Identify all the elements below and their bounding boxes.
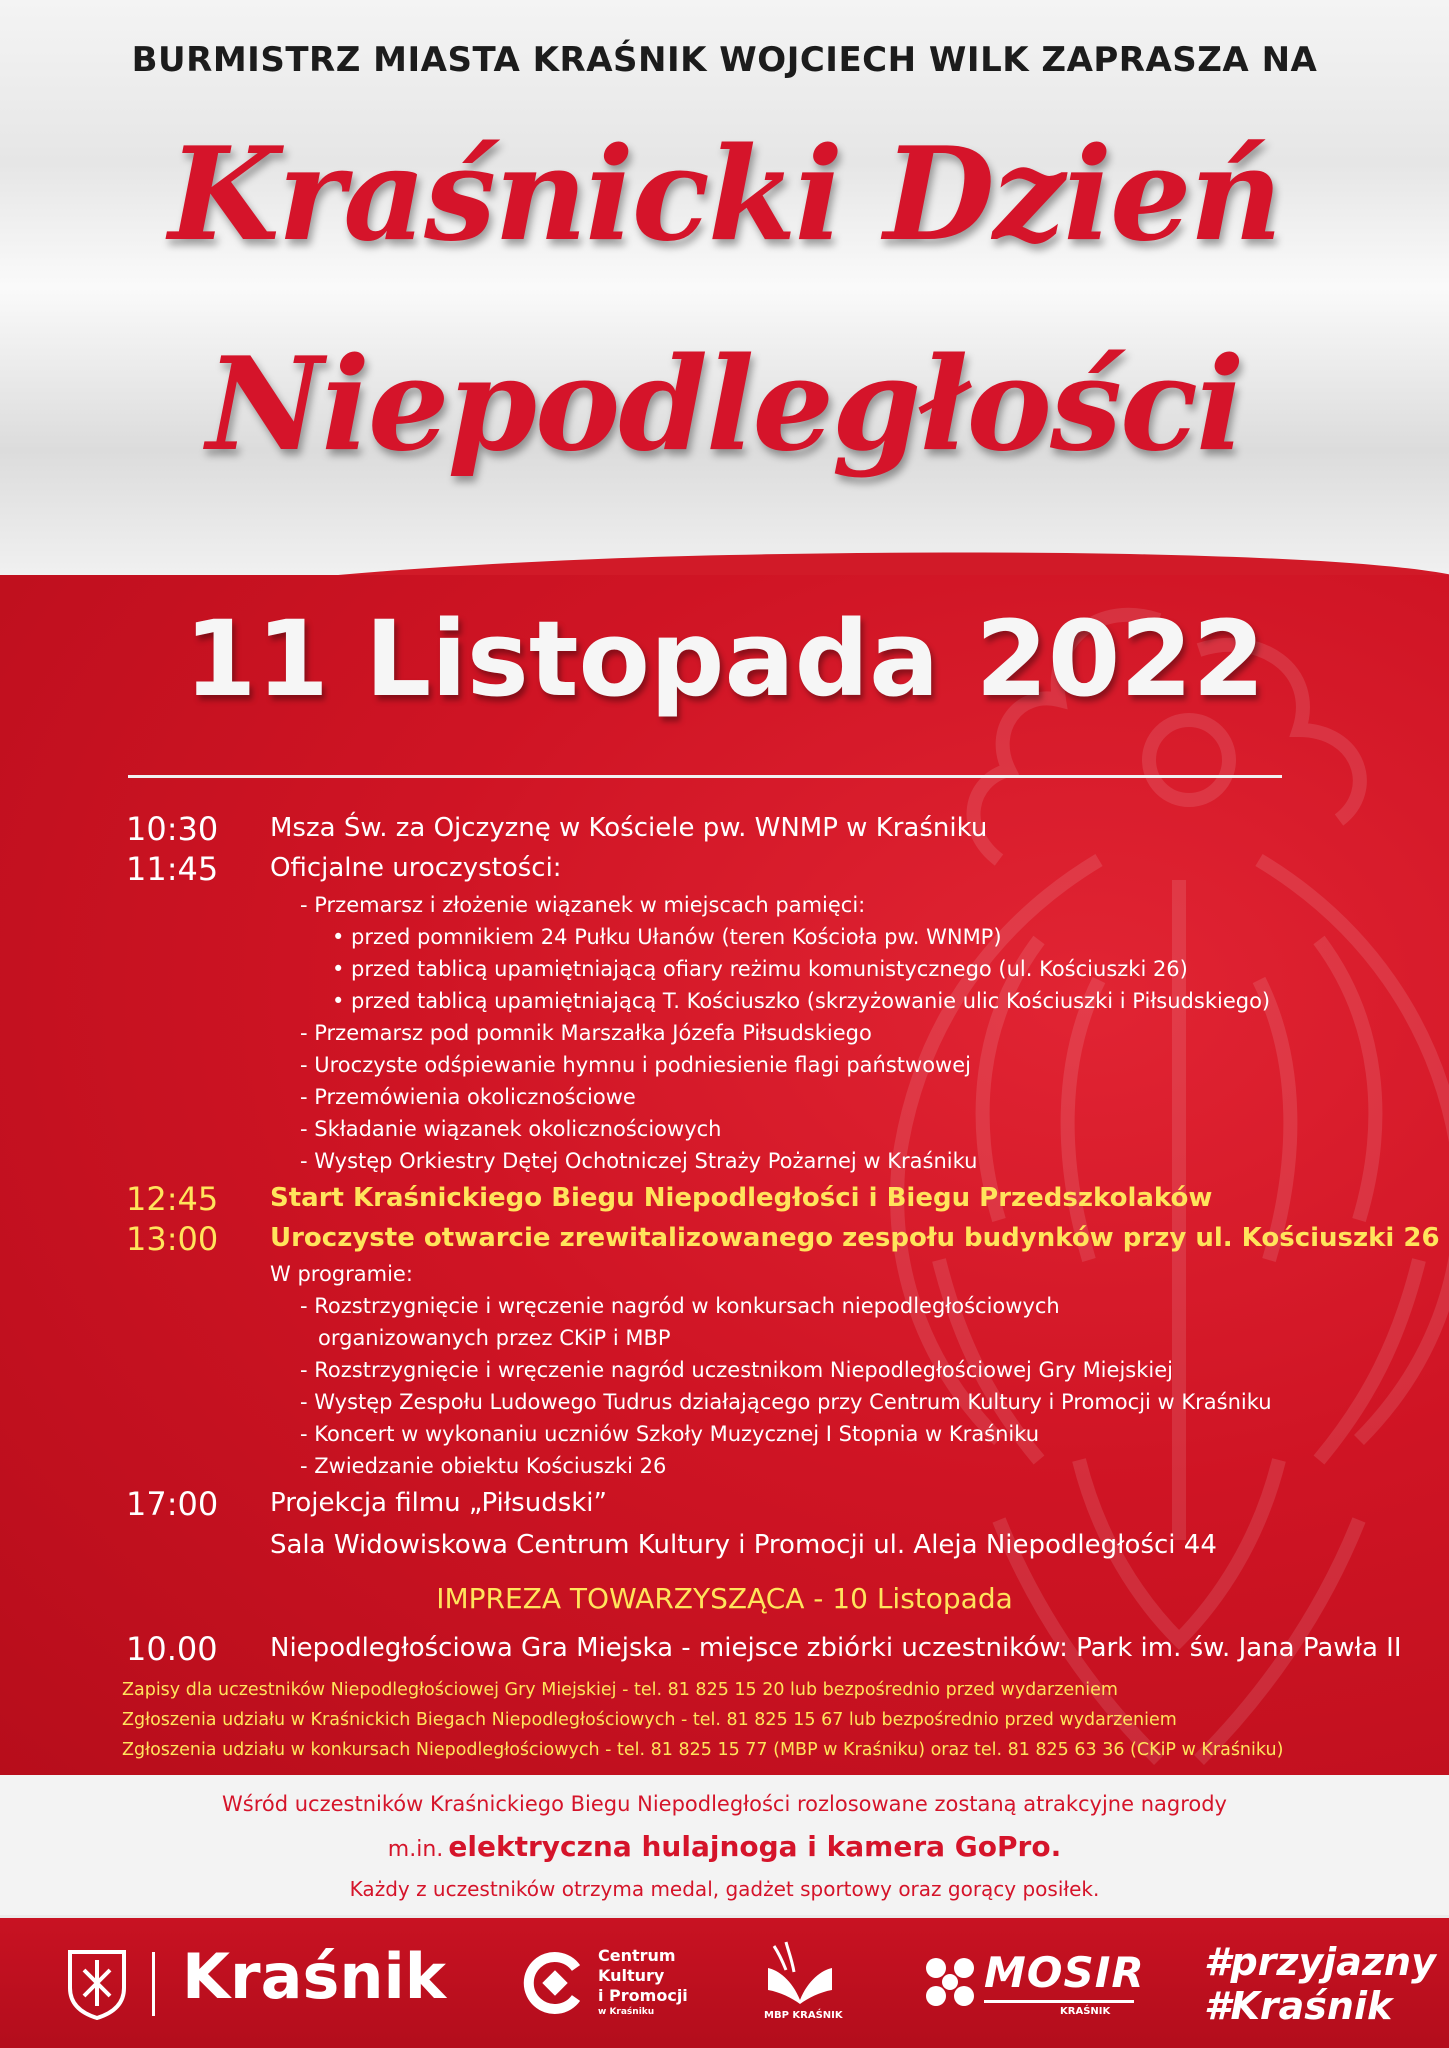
subitem-text: - Składanie wiązanek okolicznościowych <box>300 1117 722 1141</box>
schedule-event: Start Kraśnickiego Biegu Niepodległości i Biegu Przedszkolaków <box>270 1183 1213 1213</box>
mbp-book-icon <box>764 1940 836 2006</box>
subitem-text: - Przemarsz pod pomnik Marszałka Józefa Piłsudskiego <box>300 1021 872 1045</box>
ckip-line: i Promocji <box>598 1986 688 2005</box>
mbp-logo-text: MBP KRAŚNIK <box>764 2010 843 2021</box>
schedule-time: 17:00 <box>126 1485 219 1523</box>
mosir-underline <box>984 2000 1134 2003</box>
registration-note-1: Zapisy dla uczestników Niepodległościowej Gry Miejskiej - tel. 81 825 15 20 lub bezpośrednio przed wydarzeniem <box>122 1680 1118 1700</box>
event-title-line-1: Kraśnicki Dzień <box>168 120 1281 270</box>
subitem-text: • przed tablicą upamiętniającą ofiary reżimu komunistycznego (ul. Kościuszki 26) <box>332 957 1188 981</box>
prize-line-1: Wśród uczestników Kraśnickiego Biegu Niepodległości rozlosowane zostaną atrakcyjne nagrody <box>222 1792 1227 1816</box>
schedule-time: 10.00 <box>126 1630 218 1668</box>
krasnik-coat-of-arms-icon <box>66 1948 128 2020</box>
logo-divider <box>152 1952 155 2016</box>
program-label: W programie: <box>270 1262 413 1286</box>
mosir-logo-text: MOSIR <box>984 1948 1145 1997</box>
subitem-text: - Koncert w wykonaniu uczniów Szkoły Muzycznej I Stopnia w Kraśniku <box>300 1422 1040 1446</box>
subitem-text: - Uroczyste odśpiewanie hymnu i podniesienie flagi państwowej <box>300 1053 971 1077</box>
subitem-text: - Przemówienia okolicznościowe <box>300 1085 636 1109</box>
subitem-text: - Przemarsz i złożenie wiązanek w miejscach pamięci: <box>300 893 866 917</box>
subitem-text: • przed tablicą upamiętniającą T. Kościuszko (skrzyżowanie ulic Kościuszki i Piłsudskiego) <box>332 989 1271 1013</box>
krasnik-logo: Kraśnik <box>182 1940 446 2013</box>
schedule-event: Oficjalne uroczystości: <box>270 853 562 883</box>
prize-highlight: elektryczna hulajnoga i kamera GoPro. <box>448 1830 1062 1863</box>
subitem-text: - Rozstrzygnięcie i wręczenie nagród w konkursach niepodległościowych <box>300 1294 1060 1318</box>
ckip-logo-text <box>598 1946 688 2018</box>
subitem-text: - Rozstrzygnięcie i wręczenie nagród uczestnikom Niepodległościowej Gry Miejskiej <box>300 1358 1173 1382</box>
hashtag-line: #Kraśnik <box>1204 1984 1393 2028</box>
date-divider <box>128 775 1282 778</box>
mosir-sub-text: KRAŚNIK <box>1060 2006 1111 2017</box>
schedule-event-place: Sala Widowiskowa Centrum Kultury i Promocji ul. Aleja Niepodległości 44 <box>270 1530 1217 1560</box>
prize-prefix: m.in. <box>387 1837 444 1862</box>
ckip-line: Centrum <box>598 1946 676 1965</box>
subitem-text: - Występ Zespołu Ludowego Tudrus działającego przy Centrum Kultury i Promocji w Kraśniku <box>300 1390 1272 1414</box>
hashtag-logo <box>1204 1940 1436 2028</box>
footer-logo-bar <box>0 1918 1449 2048</box>
ckip-logo-icon <box>522 1950 588 2016</box>
prize-line-2 <box>0 1830 1449 1863</box>
subitem-text: organizowanych przez CKiP i MBP <box>318 1326 671 1350</box>
hashtag-line: #przyjazny <box>1204 1940 1436 1984</box>
schedule-event: Niepodległościowa Gra Miejska - miejsce zbiórki uczestników: Park im. św. Jana Pawła II <box>270 1633 1402 1663</box>
schedule-time: 10:30 <box>126 810 219 848</box>
schedule-event: Msza Św. za Ojczyznę w Kościele pw. WNMP w Kraśniku <box>270 813 988 843</box>
subitem-text: - Występ Orkiestry Dętej Ochotniczej Straży Pożarnej w Kraśniku <box>300 1149 978 1173</box>
subitem-text: • przed pomnikiem 24 Pułku Ułanów (teren Kościoła pw. WNMP) <box>332 925 1002 949</box>
ckip-line: Kultury <box>598 1966 665 1985</box>
ckip-line: w Kraśniku <box>598 2007 655 2017</box>
schedule-time: 11:45 <box>126 850 219 888</box>
invitation-line: BURMISTRZ MIASTA KRAŚNIK WOJCIECH WILK ZAPRASZA NA <box>131 40 1318 80</box>
schedule-event: Projekcja filmu „Piłsudski” <box>270 1488 607 1518</box>
schedule-event: Uroczyste otwarcie zrewitalizowanego zespołu budynków przy ul. Kościuszki 26 <box>270 1223 1440 1253</box>
registration-note-2: Zgłoszenia udziału w Kraśnickich Biegach Niepodległościowych - tel. 81 825 15 67 lub bezpośrednio przed wydarzeniem <box>122 1710 1177 1730</box>
mosir-sports-icon <box>922 1954 978 2010</box>
subitem-text: - Zwiedzanie obiektu Kościuszki 26 <box>300 1454 667 1478</box>
side-event-header: IMPREZA TOWARZYSZĄCA - 10 Listopada <box>436 1582 1013 1615</box>
registration-note-3: Zgłoszenia udziału w konkursach Niepodległościowych - tel. 81 825 15 77 (MBP w Kraśniku) oraz tel. 81 825 63 36 (CKiP w Kraśniku) <box>122 1740 1284 1760</box>
event-date: 11 Listopada 2022 <box>184 598 1265 720</box>
schedule-time: 12:45 <box>126 1180 219 1218</box>
prize-line-3: Każdy z uczestników otrzyma medal, gadżet sportowy oraz gorący posiłek. <box>349 1877 1100 1901</box>
schedule-time: 13:00 <box>126 1220 219 1258</box>
event-title-line-2: Niepodległości <box>206 330 1243 480</box>
